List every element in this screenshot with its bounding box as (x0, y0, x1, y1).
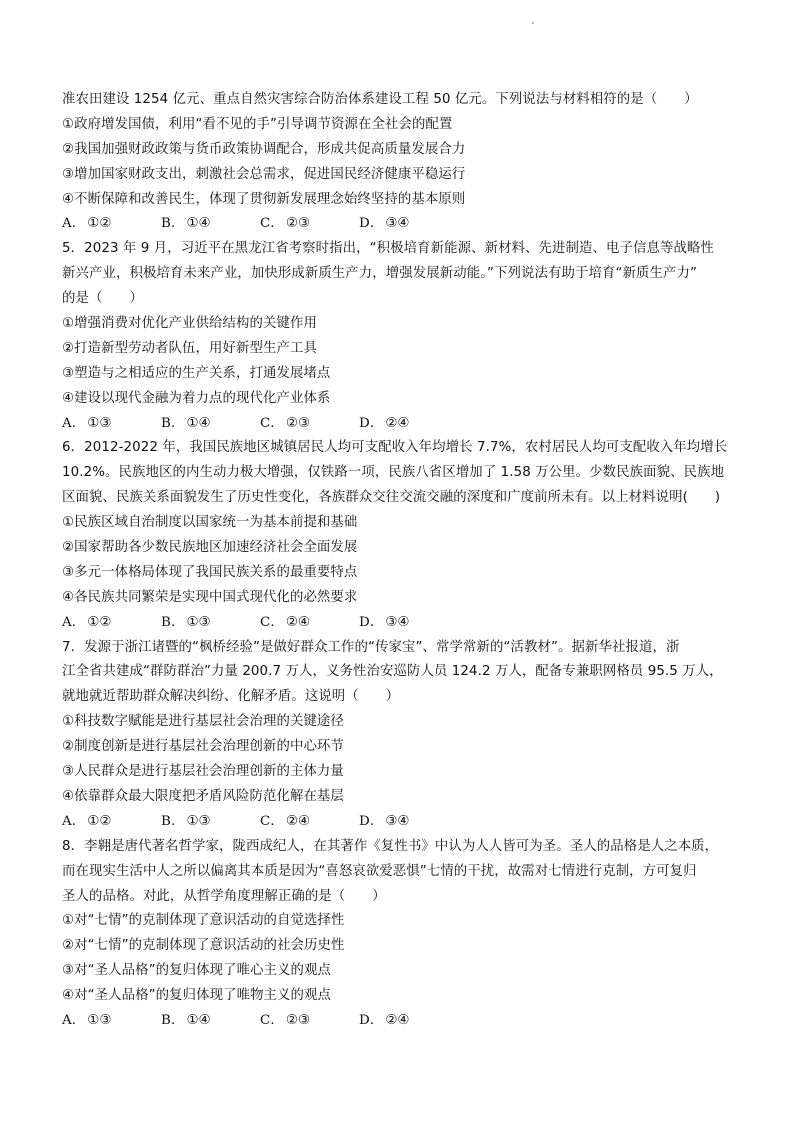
question-5 (62, 237, 742, 436)
exam-page (62, 88, 742, 1034)
statement-3: ③人民群众是进行基层社会治理创新的主体力量 (62, 764, 344, 780)
statement-1: ①政府增发国债，利用“看不见的手”引导调节资源在全社会的配置 (62, 116, 453, 132)
question-stem-line-1: 8．李翱是唐代著名哲学家，陇西成纪人，在其著作《复性书》中认为人人皆可为圣。圣人的品格是人之本质， (62, 838, 719, 854)
option-d[interactable]: D． ③④ (359, 216, 410, 232)
answer-options (62, 1009, 742, 1034)
option-b[interactable]: B． ①③ (161, 813, 211, 829)
option-c[interactable]: C． ②③ (260, 216, 311, 232)
question-6 (62, 436, 742, 635)
statement-3: ③塑造与之相适应的生产关系，打通发展堵点 (62, 365, 331, 381)
statement-2: ②对“七情”的克制体现了意识活动的社会历史性 (62, 938, 345, 954)
option-a[interactable]: A． ①② (62, 614, 112, 630)
statement-4: ④各民族共同繁荣是实现中国式现代化的必然要求 (62, 589, 358, 605)
answer-options (62, 212, 742, 237)
scan-speck (532, 22, 534, 24)
statement-1: ①科技数字赋能是进行基层社会治理的关键途径 (62, 714, 344, 730)
question-8 (62, 835, 742, 1034)
statement-4: ④依靠群众最大限度把矛盾风险防范化解在基层 (62, 788, 344, 804)
question-stem-line-3: 圣人的品格。对此，从哲学角度理解正确的是（ ） (62, 888, 386, 904)
option-b[interactable]: B． ①④ (161, 415, 211, 431)
answer-options (62, 412, 742, 437)
statement-3: ③对“圣人品格”的复归体现了唯心主义的观点 (62, 963, 332, 979)
question-stem-line-1: 6．2012-2022 年，我国民族地区城镇居民人均可支配收入年均增长 7.7%，农村居民人均可支配收入年均增长 (62, 440, 728, 456)
answer-options (62, 810, 742, 835)
option-c[interactable]: C． ②④ (260, 614, 311, 630)
statement-3: ③增加国家财政支出，刺激社会总需求，促进国民经济健康平稳运行 (62, 166, 466, 182)
question-stem-line-2: 10.2%。民族地区的内生动力极大增强，仅铁路一项，民族八省区增加了 1.58 万公里。少数民族面貌、民族地 (62, 465, 725, 481)
statement-4: ④不断保障和改善民生，体现了贯彻新发展理念始终坚持的基本原则 (62, 191, 466, 207)
option-a[interactable]: A． ①② (62, 216, 112, 232)
option-b[interactable]: B． ①④ (161, 1012, 211, 1028)
statement-2: ②打造新型劳动者队伍，用好新型生产工具 (62, 340, 317, 356)
option-b[interactable]: B． ①③ (161, 614, 211, 630)
statement-4: ④建设以现代金融为着力点的现代化产业体系 (62, 390, 331, 406)
question-stem-line-3: 的是（ ） (62, 291, 143, 307)
statement-1: ①对“七情”的克制体现了意识活动的自觉选择性 (62, 913, 345, 929)
question-stem-line-1: 5．2023 年 9 月，习近平在黑龙江省考察时指出，“积极培育新能源、新材料、先进制造、电子信息等战略性 (62, 241, 714, 257)
question-stem-line-2: 江全省共建成“群防群治”力量 200.7 万人，义务性治安巡防人员 124.2 万人，配备专兼职网格员 95.5 万人， (62, 664, 723, 680)
statement-1: ①民族区域自治制度以国家统一为基本前提和基础 (62, 515, 358, 531)
statement-1: ①增强消费对优化产业供给结构的关键作用 (62, 316, 317, 332)
question-stem-line-2: 新兴产业，积极培育未来产业，加快形成新质生产力，增强发展新动能。”下列说法有助于培育“新质生产力” (62, 266, 697, 282)
question-stem: 准农田建设 1254 亿元、重点自然灾害综合防治体系建设工程 50 亿元。下列说法与材料相符的是（ ） (62, 92, 698, 107)
option-d[interactable]: D． ③④ (359, 614, 410, 630)
question-stem-line-2: 而在现实生活中人之所以偏离其本质是因为“喜怒哀欲爱恶惧”七情的干扰，故需对七情进行克制，方可复归 (62, 863, 697, 879)
question-stem-line-3: 区面貌、民族关系面貌发生了历史性变化，各族群众交往交流交融的深度和广度前所未有。以上材料说明( ) (62, 490, 721, 506)
option-c[interactable]: C． ②③ (260, 415, 311, 431)
question-4 (62, 88, 742, 237)
answer-options (62, 611, 742, 636)
option-d[interactable]: D． ②④ (359, 415, 410, 431)
question-stem-line-1: 7．发源于浙江诸暨的“枫桥经验”是做好群众工作的“传家宝”、常学常新的“活教材”。据新华社报道，浙 (62, 639, 680, 655)
question-stem-line-3: 就地就近帮助群众解决纠纷、化解矛盾。这说明（ ） (62, 689, 400, 705)
statement-3: ③多元一体格局体现了我国民族关系的最重要特点 (62, 564, 358, 580)
question-7 (62, 636, 742, 835)
option-a[interactable]: A． ①② (62, 813, 112, 829)
option-c[interactable]: C． ②③ (260, 1012, 311, 1028)
statement-4: ④对“圣人品格”的复归体现了唯物主义的观点 (62, 988, 332, 1004)
option-c[interactable]: C． ②④ (260, 813, 311, 829)
option-a[interactable]: A． ①③ (62, 1012, 112, 1028)
option-a[interactable]: A． ①③ (62, 415, 112, 431)
option-b[interactable]: B． ①④ (161, 216, 211, 232)
option-d[interactable]: D． ③④ (359, 813, 410, 829)
option-d[interactable]: D． ②④ (359, 1012, 410, 1028)
statement-2: ②我国加强财政政策与货币政策协调配合，形成共促高质量发展合力 (62, 141, 466, 157)
statement-2: ②制度创新是进行基层社会治理创新的中心环节 (62, 739, 344, 755)
statement-2: ②国家帮助各少数民族地区加速经济社会全面发展 (62, 540, 358, 556)
